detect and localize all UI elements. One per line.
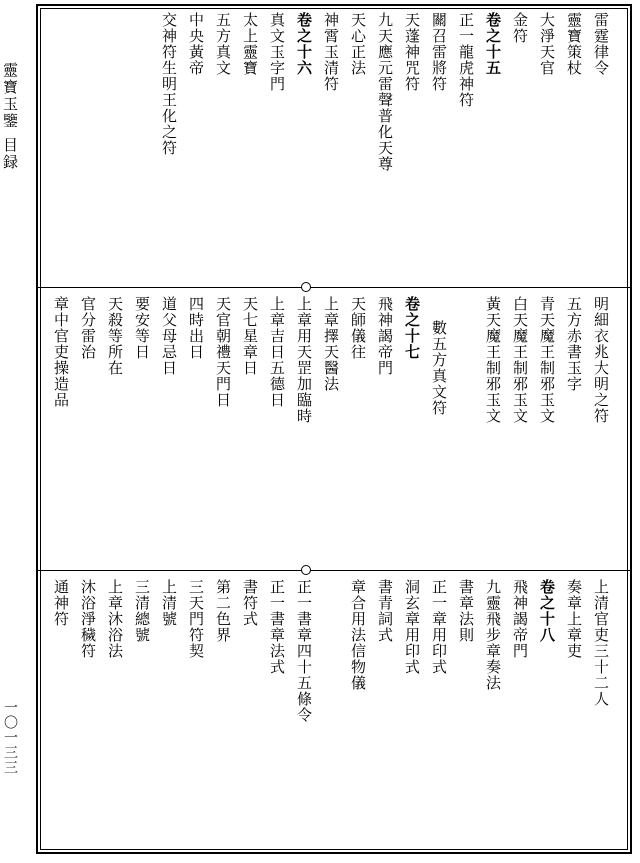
- toc-entry-upper: 上章用天罡加臨時: [295, 296, 313, 424]
- toc-column: [182, 579, 209, 847]
- toc-column: [425, 12, 452, 280]
- toc-entry-upper: 第二色界: [214, 579, 232, 643]
- toc-column: [263, 579, 290, 847]
- toc-entry-upper: 要安等日: [133, 296, 151, 360]
- toc-column: [47, 296, 74, 564]
- toc-column: [587, 579, 614, 847]
- toc-entry-upper: 書章法則: [457, 579, 475, 643]
- toc-entry-upper: 卷之十六: [295, 12, 313, 76]
- toc-entry-upper: 數五方真文符: [430, 320, 448, 416]
- toc-entry-upper: 卷之十八: [538, 579, 556, 643]
- toc-entry-upper: 天蓬神咒符: [403, 12, 421, 92]
- toc-entry-upper: 關召雷將符: [430, 12, 448, 92]
- toc-column: [371, 579, 398, 847]
- toc-column: [452, 12, 479, 280]
- toc-entry-upper: 三清總號: [133, 579, 151, 643]
- toc-entry-upper: 上章吉日五德日: [268, 296, 286, 408]
- toc-entry-upper: 飛神謁帝門: [376, 296, 394, 376]
- volume-heading: [398, 296, 425, 564]
- toc-entry-upper: 上章沐浴法: [106, 579, 124, 659]
- toc-column: [236, 296, 263, 564]
- toc-entry-upper: 書符式: [241, 579, 259, 627]
- toc-entry-upper: 五方赤書玉字: [565, 296, 583, 392]
- toc-entry-upper: 雷霆律令: [592, 12, 610, 76]
- toc-entry-upper: 天師儀往: [349, 296, 367, 360]
- toc-entry-upper: 奏章上章吏: [565, 579, 583, 659]
- toc-column: [344, 579, 371, 847]
- toc-column: [371, 296, 398, 564]
- toc-column: [155, 12, 182, 280]
- toc-column: [155, 296, 182, 564]
- volume-heading: [479, 12, 506, 280]
- toc-column: [587, 12, 614, 280]
- toc-column: [425, 579, 452, 847]
- toc-column: [101, 579, 128, 847]
- toc-column: [209, 579, 236, 847]
- toc-column: [128, 296, 155, 564]
- toc-entry-upper: 章合用法信物儀: [349, 579, 367, 691]
- toc-column: [344, 296, 371, 564]
- toc-entry-upper: 上章擇天醫法: [322, 296, 340, 392]
- toc-section-middle: [40, 296, 628, 564]
- toc-column: [128, 579, 155, 847]
- toc-entry-upper: 大淨天官: [538, 12, 556, 76]
- toc-entry-upper: 正一書章四十五條令: [295, 579, 313, 723]
- toc-column: [344, 12, 371, 280]
- toc-column: [263, 12, 290, 280]
- toc-column: [452, 296, 479, 564]
- toc-entry-upper: 靈寶策杖: [565, 12, 583, 76]
- toc-column: [479, 579, 506, 847]
- toc-entry-upper: 九天應元雷聲普化天尊: [376, 12, 394, 172]
- toc-entry-upper: 正一龍虎神符: [457, 12, 475, 108]
- divider-ornament: [301, 282, 311, 292]
- toc-entry-upper: 白天魔王制邪玉文: [511, 296, 529, 424]
- toc-column: [74, 579, 101, 847]
- toc-entry-upper: 飛神謁帝門: [511, 579, 529, 659]
- toc-entry-upper: 卷之十五: [484, 12, 502, 76]
- toc-column: [533, 296, 560, 564]
- toc-entry-upper: 交神符生明王化之符: [160, 12, 178, 156]
- toc-entry-upper: 天殺等所在: [106, 296, 124, 376]
- divider-top: [38, 287, 630, 288]
- toc-entry-upper: 天官朝禮天門日: [214, 296, 232, 408]
- toc-column: [506, 12, 533, 280]
- toc-entry-upper: 青天魔王制邪玉文: [538, 296, 556, 424]
- toc-entry-upper: 正一章用印式: [430, 579, 448, 675]
- toc-entry-upper: 章中官吏操造品: [52, 296, 70, 408]
- toc-entry-upper: 天七星章日: [241, 296, 259, 376]
- toc-entry-upper: 神霄玉清符: [322, 12, 340, 92]
- toc-entry-upper: 中央黃帝: [187, 12, 205, 76]
- toc-entry-upper: 明細衣兆大明之符: [592, 296, 610, 424]
- toc-entry-upper: 金符: [511, 12, 529, 44]
- toc-column: [560, 579, 587, 847]
- toc-entry-upper: 天心正法: [349, 12, 367, 76]
- toc-section-upper: [40, 12, 628, 280]
- toc-column: [560, 296, 587, 564]
- divider-bottom: [38, 570, 630, 571]
- toc-column: [236, 579, 263, 847]
- toc-column: [533, 12, 560, 280]
- toc-entry-upper: 道父母忌日: [160, 296, 178, 376]
- toc-column: [452, 579, 479, 847]
- toc-section-lower: [40, 579, 628, 847]
- toc-entry-upper: 四時出日: [187, 296, 205, 360]
- toc-column: [182, 12, 209, 280]
- toc-entry-upper: 官分雷治: [79, 296, 97, 360]
- book-title: 靈寶玉鑒 目録: [1, 62, 19, 171]
- toc-entry-upper: 洞玄章用印式: [403, 579, 421, 675]
- toc-entry-upper: 黃天魔王制邪玉文: [484, 296, 502, 424]
- toc-column: [425, 296, 452, 564]
- toc-column: [290, 296, 317, 564]
- toc-column: [317, 296, 344, 564]
- toc-column: [560, 12, 587, 280]
- toc-column: [398, 12, 425, 280]
- toc-column: [290, 579, 317, 847]
- toc-column: [47, 579, 74, 847]
- toc-column: [587, 296, 614, 564]
- toc-column: [398, 579, 425, 847]
- toc-entry-upper: 太上靈寶: [241, 12, 259, 76]
- toc-entry-upper: 五方真文: [214, 12, 232, 76]
- toc-entry-upper: 九靈飛步章奏法: [484, 579, 502, 691]
- toc-entry-upper: 卷之十七: [403, 296, 421, 360]
- toc-column: [74, 296, 101, 564]
- toc-column: [182, 296, 209, 564]
- toc-column: [371, 12, 398, 280]
- toc-entry-upper: 上清號: [160, 579, 178, 627]
- toc-column: [317, 579, 344, 847]
- toc-column: [506, 296, 533, 564]
- volume-heading: [533, 579, 560, 847]
- divider-ornament: [301, 565, 311, 575]
- toc-entry-upper: 正一書章法式: [268, 579, 286, 675]
- toc-column: [479, 296, 506, 564]
- toc-entry-upper: 書青詞式: [376, 579, 394, 643]
- page-number: 一〇一三三: [2, 700, 18, 775]
- toc-column: [209, 296, 236, 564]
- toc-column: [236, 12, 263, 280]
- toc-entry-upper: 三天門符契: [187, 579, 205, 659]
- toc-column: [263, 296, 290, 564]
- toc-entry-upper: 沐浴淨穢符: [79, 579, 97, 659]
- toc-column: [506, 579, 533, 847]
- toc-entry-upper: 上清官吏三十二人: [592, 579, 610, 707]
- toc-entry-upper: 真文玉字門: [268, 12, 286, 92]
- toc-column: [317, 12, 344, 280]
- toc-column: [209, 12, 236, 280]
- volume-heading: [290, 12, 317, 280]
- toc-column: [101, 296, 128, 564]
- toc-column: [155, 579, 182, 847]
- toc-entry-upper: 通神符: [52, 579, 70, 627]
